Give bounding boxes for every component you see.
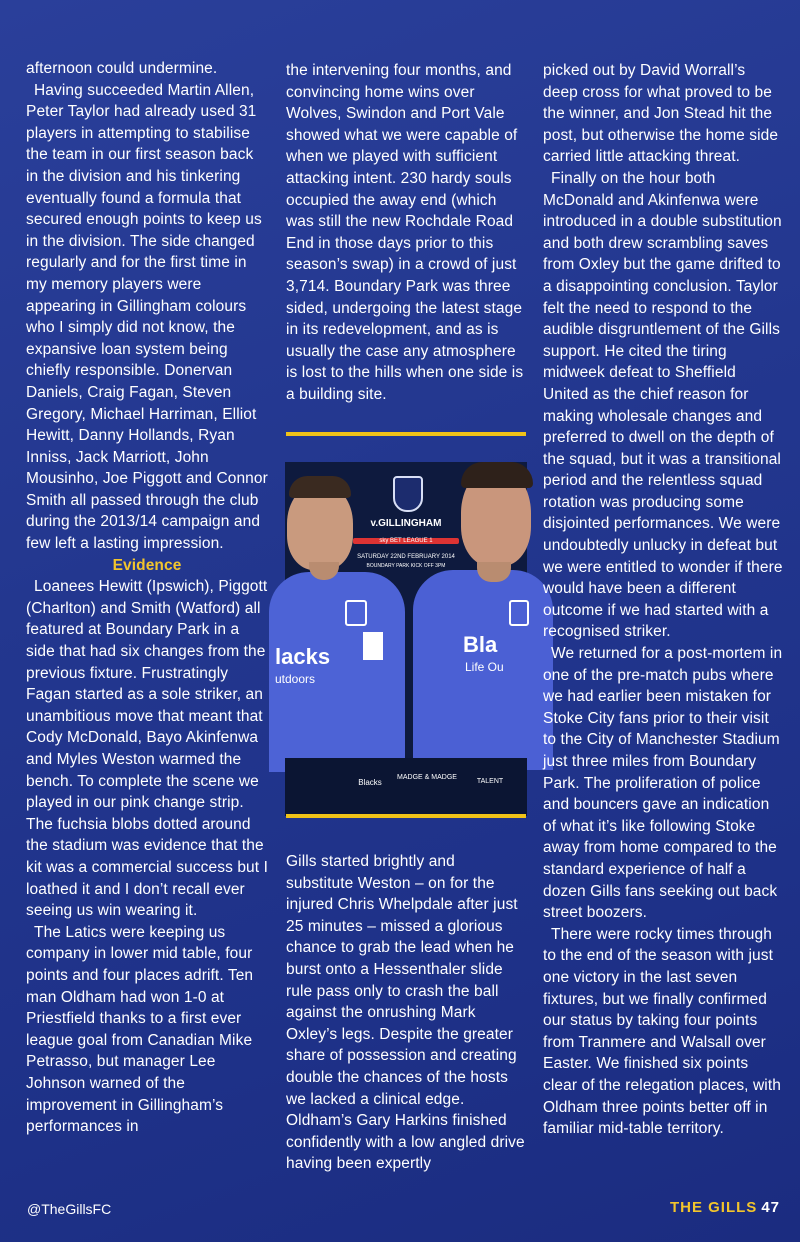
paragraph: Finally on the hour both McDonald and Akinfenwa were introduced in a double substitution and both drew scrambling saves from Oxley but the game drifted to a disappointing conclusion. Taylor felt the need to respond to the audible disgruntlement of the Gills support. He cited the tiring midweek defeat to Sheffield United as the chief reason for making wholesale changes and preferred to dwell on the depth of the squad, but it was a transitional period and the relentless squad rotation was producing some disjointed performances. We were undoubtedly unlucky in defeat but we were entitled to wonder if there would have been a different outcome if we had started with a recognised striker. bbox=[543, 169, 783, 641]
shirt-badge bbox=[363, 632, 383, 660]
match-venue: BOUNDARY PARK KICK OFF 3PM bbox=[366, 563, 446, 569]
shirt-sponsor-right: Bla bbox=[463, 632, 498, 657]
sponsor-talent: TALENT bbox=[476, 778, 504, 785]
league-badge: sky BET LEAGUE 1 bbox=[353, 538, 459, 544]
page-footer bbox=[670, 1199, 780, 1216]
player-hair bbox=[289, 476, 351, 498]
paragraph: We returned for a post-mortem in one of the pre-match pubs where we had earlier been mistaken for Stoke City fans prior to their visit to the City of Manchester Stadium just three miles from Boundary Park. The proliferation of police and bouncers gave an indication of what it’s like following Stoke away from home compared to the standard experience of half a dozen Gills fans seeking out back street boozers. bbox=[543, 645, 783, 922]
club-crest-icon bbox=[345, 600, 367, 626]
magazine-name: THE GILLS bbox=[669, 1199, 758, 1216]
sponsor-strip bbox=[285, 758, 527, 816]
paragraph: Loanees Hewitt (Ipswich), Piggott (Charlton) and Smith (Watford) all featured at Boundary Park in a side that had six changes from the previous fixture. Frustratingly Fagan started as a sole striker, an unambitious move that meant that Cody McDonald, Bayo Akinfenwa and Myles Weston warmed the bench. To complete the scene we played in our pink change strip. The fuchsia blobs dotted around the stadium was evidence that the kit was a commercial success but I loathed it and I don’t recall ever seeing us win wearing it. bbox=[26, 578, 268, 920]
paragraph: picked out by David Worrall’s deep cross for what proved to be the winner, and Jon Stead hit the post, but otherwise the home side carried little attacking threat. bbox=[543, 62, 779, 166]
paragraph: afternoon could undermine. bbox=[26, 60, 218, 77]
twitter-handle: @TheGillsFC bbox=[27, 1201, 112, 1217]
section-subhead: Evidence bbox=[112, 556, 182, 574]
match-date: SATURDAY 22ND FEBRUARY 2014 bbox=[357, 554, 455, 560]
article-column-2-bottom bbox=[286, 851, 526, 1175]
shirt-sponsor-left: lacks bbox=[275, 644, 331, 669]
page-number: 47 bbox=[761, 1199, 780, 1216]
paragraph: The Latics were keeping us company in lower mid table, four points and four places adrift. Ten man Oldham had won 1-0 at Priestfield thanks to a first ever league goal from Canadian Mike Petrasso, but manager Lee Johnson warned of the improvement in Gillingham’s performances in bbox=[26, 923, 254, 1136]
paragraph: Having succeeded Martin Allen, Peter Taylor had already used 31 players in attempting to stabilise the team in our first season back in the division and his tinkering eventually found a formula that secured enough points to keep us in the division. The side changed regularly and for the first time in my memory players were appearing in Gillingham colours who I simply did not know, the expansive loan system being chiefly responsible. Donervan Daniels, Craig Fagan, Steven Gregory, Michael Harriman, Elliot Hewitt, Danny Hollands, Ryan Inniss, Jack Marriott, John Mousinho, Joe Piggott and Connor Smith all passed through the club during the 2013/14 campaign and few left a lasting impression. bbox=[26, 81, 268, 553]
shirt-sponsor-left-sub: utdoors bbox=[275, 672, 316, 686]
matchday-programme-image bbox=[275, 462, 527, 816]
player-left bbox=[275, 462, 401, 762]
club-crest-icon bbox=[509, 600, 529, 626]
article-column-1 bbox=[26, 58, 268, 1138]
divider-rule bbox=[286, 432, 526, 436]
article-column-3 bbox=[543, 60, 783, 1140]
paragraph: There were rocky times through to the end of the season with just one victory in the last seven fixtures, but we finally confirmed our status by taking four points from Tranmere and Walsall over Easter. We finished six points clear of the relegation places, with Oldham three points better off in familiar mid-table territory. bbox=[543, 925, 781, 1138]
paragraph: Gills started brightly and substitute Weston – on for the injured Chris Whelpdale after just 25 minutes – missed a glorious chance to grab the lead when he burst onto a Hessenthaler slide rule pass only to crash the ball against the onrushing Mark Oxley’s legs. Despite the greater share of possession and creating double the chances of the hosts we lacked a clinical edge. Oldham’s Gary Harkins finished confidently with a low angled drive having been expertly bbox=[286, 853, 525, 1173]
oldham-crest-icon bbox=[393, 476, 423, 512]
player-right bbox=[413, 462, 539, 762]
article-column-2-top bbox=[286, 60, 526, 406]
paragraph: the intervening four months, and convincing home wins over Wolves, Swindon and Port Vale showed what we were capable of when we played with sufficient attacking intent. 230 hardy souls occupied the away end (which was still the new Rochdale Road End in those days prior to this season’s swap) in a crowd of just 3,714. Boundary Park was three sided, undergoing the latest stage in its redevelopment, and as is usually the case any atmosphere is lost to the hills when one side is a building site. bbox=[286, 62, 524, 403]
divider-rule bbox=[286, 814, 526, 818]
sponsor-blacks: Blacks bbox=[358, 778, 382, 787]
opponent-title: v.GILLINGHAM bbox=[370, 518, 442, 529]
player-hair bbox=[461, 462, 533, 488]
shirt-sponsor-right-sub: Life Ou bbox=[465, 660, 504, 674]
sponsor-madge: MADGE & MADGE bbox=[397, 774, 457, 781]
